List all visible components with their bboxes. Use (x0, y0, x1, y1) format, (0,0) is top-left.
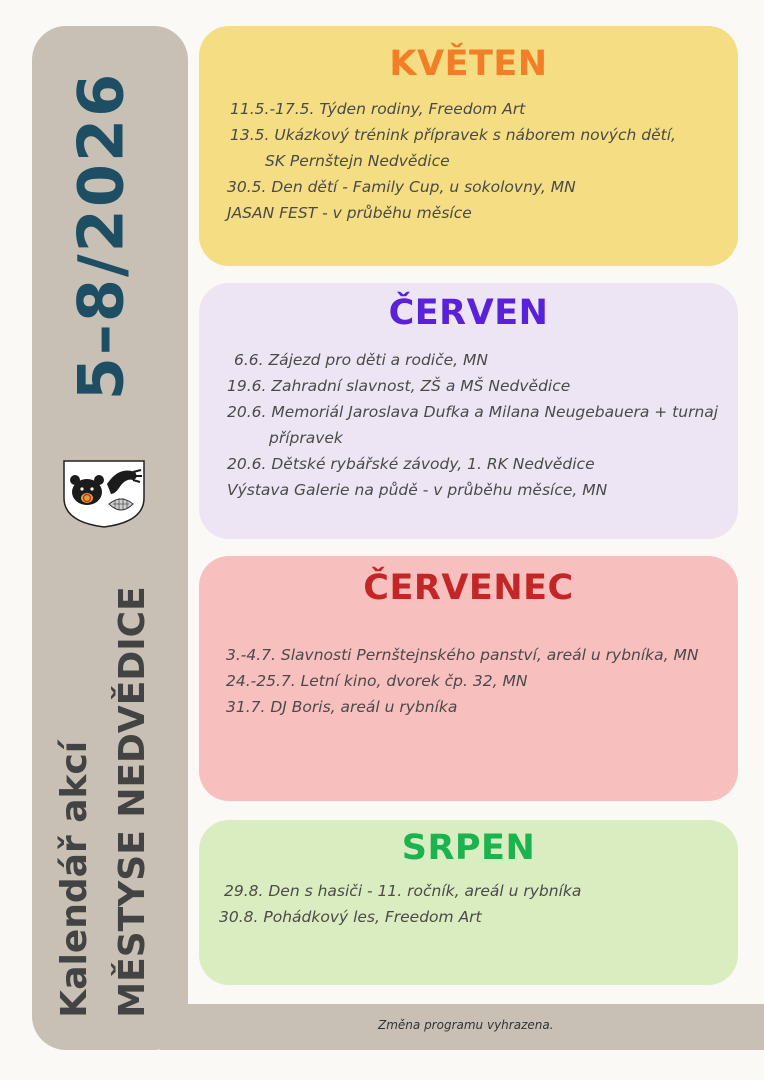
event-item: 20.6. Dětské rybářské závody, 1. RK Nedvědice (227, 455, 595, 473)
sidebar-title-line2: MĚSTYSE NEDVĚDICE (112, 586, 153, 1018)
event-item: 29.8. Den s hasiči - 11. ročník, areál u rybníka (224, 882, 582, 900)
event-item: 6.6. Zájezd pro děti a rodiče, MN (234, 351, 488, 369)
month-title-july: ČERVENEC (363, 568, 574, 608)
event-list-may (199, 96, 738, 226)
event-item: Výstava Galerie na půdě - v průběhu měsíce, MN (227, 481, 608, 499)
event-list-august (199, 878, 738, 930)
event-item: přípravek (269, 429, 343, 447)
coat-of-arms-icon (63, 460, 145, 528)
event-item: 19.6. Zahradní slavnost, ZŠ a MŠ Nedvědice (227, 377, 571, 395)
month-card-july (199, 556, 738, 801)
footer-note: Změna programu vyhrazena. (378, 1018, 554, 1032)
event-item: 24.-25.7. Letní kino, dvorek čp. 32, MN (226, 672, 528, 690)
month-title-august: SRPEN (401, 828, 536, 868)
month-card-may (199, 26, 738, 266)
year-range: 5–8/2026 (64, 71, 138, 401)
sidebar-title-line1: Kalendář akcí (54, 740, 95, 1018)
event-item: SK Pernštejn Nedvědice (265, 152, 450, 170)
month-title-may: KVĚTEN (389, 44, 548, 84)
event-item: 11.5.-17.5. Týden rodiny, Freedom Art (230, 100, 526, 118)
event-item: 20.6. Memoriál Jaroslava Dufka a Milana Neugebauera + turnaj (227, 403, 719, 421)
sidebar-title (46, 586, 162, 1017)
month-card-june (199, 283, 738, 539)
event-item: 31.7. DJ Boris, areál u rybníka (226, 698, 458, 716)
event-item: JASAN FEST - v průběhu měsíce (227, 204, 472, 222)
month-title-june: ČERVEN (388, 293, 549, 333)
month-card-august (199, 820, 738, 985)
event-item: 3.-4.7. Slavnosti Pernštejnského panství, areál u rybníka, MN (226, 646, 699, 664)
event-list-june (199, 347, 738, 503)
event-list-july (199, 642, 738, 720)
event-item: 30.5. Den dětí - Family Cup, u sokolovny, MN (227, 178, 576, 196)
event-item: 30.8. Pohádkový les, Freedom Art (219, 908, 482, 926)
event-item: 13.5. Ukázkový trénink přípravek s náborem nových dětí, (230, 126, 676, 144)
